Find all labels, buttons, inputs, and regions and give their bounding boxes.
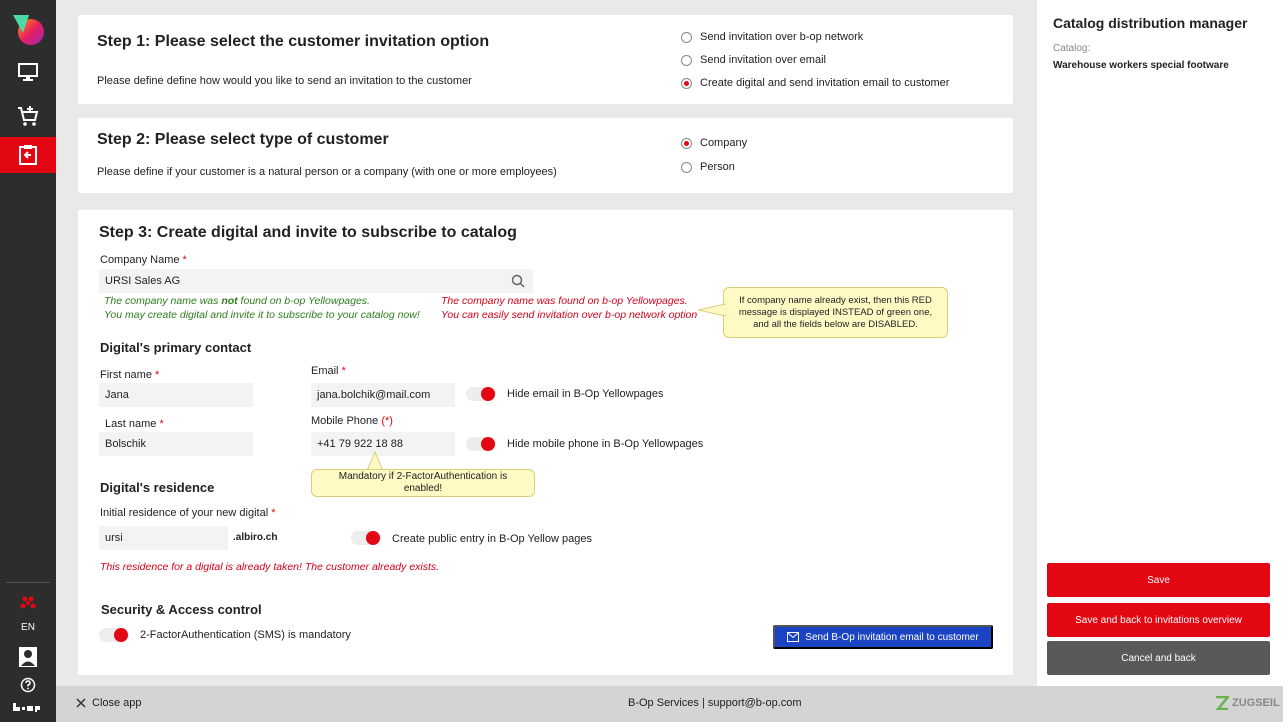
help-icon bbox=[20, 677, 36, 693]
close-app-button[interactable] bbox=[76, 697, 142, 709]
sidebar-item-profile[interactable] bbox=[0, 640, 56, 674]
bop-logo-icon bbox=[12, 702, 44, 712]
email-label-text: Email bbox=[311, 365, 339, 377]
send-invitation-label: Send B-Op invitation email to customer bbox=[805, 631, 979, 643]
green-msg-post: found on b-op Yellowpages. bbox=[237, 295, 370, 307]
monitor-icon bbox=[17, 62, 39, 82]
hide-mobile-toggle[interactable] bbox=[466, 437, 496, 451]
mobile-label bbox=[311, 415, 393, 427]
required-mark: * bbox=[271, 507, 276, 519]
close-icon bbox=[76, 698, 86, 708]
green-msg-line2: You may create digital and invite it to subscribe to your catalog now! bbox=[104, 309, 420, 321]
footer-services: B-Op Services | support@b-op.com bbox=[628, 697, 802, 709]
hide-email-toggle[interactable] bbox=[466, 387, 496, 401]
mobile-required-mark: (*) bbox=[381, 415, 393, 427]
residence-error: This residence for a digital is already taken! The customer already exists. bbox=[100, 561, 440, 573]
radio-create-digital[interactable] bbox=[681, 77, 949, 89]
step2-title: Step 2: Please select type of customer bbox=[97, 131, 389, 148]
required-mark: * bbox=[182, 254, 187, 266]
residence-input[interactable]: ursi bbox=[99, 526, 228, 550]
twofa-toggle[interactable] bbox=[99, 628, 129, 642]
step1-description: Please define define how would you like to send an invitation to the customer bbox=[97, 75, 472, 87]
company-name-input[interactable] bbox=[99, 269, 533, 293]
first-name-input[interactable]: Jana bbox=[99, 383, 253, 407]
radio-label: Company bbox=[700, 137, 748, 149]
company-found-message bbox=[441, 294, 697, 322]
red-msg-line2: You can easily send invitation over b-op network option bbox=[441, 309, 698, 321]
company-name-label-text: Company Name bbox=[100, 254, 180, 266]
email-label bbox=[311, 365, 346, 377]
red-msg-line1: The company name was found on b-op Yellowpages. bbox=[441, 295, 688, 307]
step2-description: Please define if your customer is a natural person or a company (with one or more employees) bbox=[97, 166, 557, 178]
green-msg-pre: The company name was bbox=[104, 295, 222, 307]
company-name-label bbox=[100, 254, 187, 266]
catalog-value: Warehouse workers special footware bbox=[1053, 60, 1229, 71]
cancel-back-button[interactable]: Cancel and back bbox=[1047, 641, 1270, 675]
search-icon[interactable] bbox=[511, 274, 525, 288]
mobile-label-text: Mobile Phone bbox=[311, 415, 379, 427]
radio-label: Create digital and send invitation email to customer bbox=[700, 77, 950, 89]
step1-card bbox=[78, 15, 1013, 104]
hide-email-label: Hide email in B-Op Yellowpages bbox=[507, 388, 664, 400]
brand-name: ZUGSEIL bbox=[1232, 697, 1280, 709]
panel-title: Catalog distribution manager bbox=[1053, 15, 1248, 31]
public-entry-label: Create public entry in B-Op Yellow pages bbox=[392, 533, 592, 545]
user-icon bbox=[18, 646, 38, 668]
radio-label: Send invitation over email bbox=[700, 54, 826, 66]
save-back-button[interactable]: Save and back to invitations overview bbox=[1047, 603, 1270, 637]
sidebar-item-dashboard[interactable] bbox=[0, 54, 56, 90]
mobile-tooltip-pointer bbox=[366, 451, 384, 471]
radio-person[interactable] bbox=[681, 161, 735, 173]
radio-circle[interactable] bbox=[681, 162, 692, 173]
sidebar-item-distribution[interactable] bbox=[0, 137, 56, 173]
email-input[interactable]: jana.bolchik@mail.com bbox=[311, 383, 455, 407]
tooltip-pointer bbox=[698, 302, 726, 318]
first-name-label-text: First name bbox=[100, 369, 152, 381]
step1-title: Step 1: Please select the customer invitation option bbox=[97, 33, 490, 50]
company-name-value: URSI Sales AG bbox=[105, 275, 181, 287]
radio-circle[interactable] bbox=[681, 78, 692, 89]
step3-title: Step 3: Create digital and invite to subscribe to catalog bbox=[99, 224, 517, 241]
language-switch[interactable]: EN bbox=[21, 621, 35, 633]
radio-label: Send invitation over b-op network bbox=[700, 31, 864, 43]
twofa-label: 2-FactorAuthentication (SMS) is mandatory bbox=[140, 629, 351, 641]
network-icon bbox=[20, 596, 36, 610]
app-logo[interactable] bbox=[0, 10, 56, 48]
hide-mobile-label: Hide mobile phone in B-Op Yellowpages bbox=[507, 438, 704, 450]
close-app-label: Close app bbox=[92, 697, 142, 709]
right-panel bbox=[1037, 0, 1283, 686]
sidebar-divider bbox=[6, 582, 50, 583]
required-mark: * bbox=[155, 369, 160, 381]
residence-label bbox=[100, 507, 276, 519]
radio-circle[interactable] bbox=[681, 55, 692, 66]
brand-logo bbox=[1215, 696, 1280, 710]
sidebar bbox=[0, 0, 56, 722]
residence-label-text: Initial residence of your new digital bbox=[100, 507, 269, 519]
radio-label: Person bbox=[700, 161, 735, 173]
bop-logo bbox=[0, 698, 56, 716]
step3-card bbox=[78, 210, 1013, 675]
company-not-found-message bbox=[104, 294, 420, 322]
mobile-input[interactable]: +41 79 922 18 88 bbox=[311, 432, 455, 456]
public-entry-toggle[interactable] bbox=[351, 531, 381, 545]
catalog-label: Catalog: bbox=[1053, 43, 1091, 54]
radio-b-op-network[interactable] bbox=[681, 31, 863, 43]
last-name-label bbox=[105, 418, 164, 430]
save-button[interactable]: Save bbox=[1047, 563, 1270, 597]
radio-email[interactable] bbox=[681, 54, 826, 66]
sidebar-item-network[interactable] bbox=[0, 590, 56, 616]
green-msg-bold: not bbox=[221, 295, 238, 307]
sidebar-item-help[interactable] bbox=[0, 674, 56, 696]
sidebar-item-cart[interactable] bbox=[0, 98, 56, 134]
security-title: Security & Access control bbox=[101, 602, 262, 617]
send-invitation-button[interactable] bbox=[773, 625, 993, 649]
footer bbox=[56, 686, 1283, 722]
clipboard-icon bbox=[17, 144, 39, 166]
residence-suffix: .albiro.ch bbox=[233, 532, 278, 543]
company-tooltip: If company name already exist, then this RED message is displayed INSTEAD of green one, and all the fields below are DISABLED. bbox=[723, 287, 948, 338]
radio-circle[interactable] bbox=[681, 32, 692, 43]
brand-icon bbox=[1215, 696, 1229, 710]
radio-company[interactable] bbox=[681, 137, 747, 149]
add-cart-icon bbox=[16, 104, 40, 128]
last-name-label-text: Last name bbox=[105, 418, 157, 430]
primary-contact-title: Digital's primary contact bbox=[100, 340, 252, 355]
mail-icon bbox=[787, 632, 799, 642]
radio-circle[interactable] bbox=[681, 138, 692, 149]
main-content bbox=[56, 0, 1037, 686]
required-mark: * bbox=[159, 418, 164, 430]
last-name-input[interactable]: Bolschik bbox=[99, 432, 253, 456]
mobile-tooltip: Mandatory if 2-FactorAuthentication is enabled! bbox=[311, 469, 535, 497]
required-mark: * bbox=[341, 365, 346, 377]
step2-card bbox=[78, 118, 1013, 193]
residence-title: Digital's residence bbox=[100, 480, 215, 495]
logo-icon bbox=[9, 11, 47, 47]
first-name-label bbox=[100, 369, 159, 381]
